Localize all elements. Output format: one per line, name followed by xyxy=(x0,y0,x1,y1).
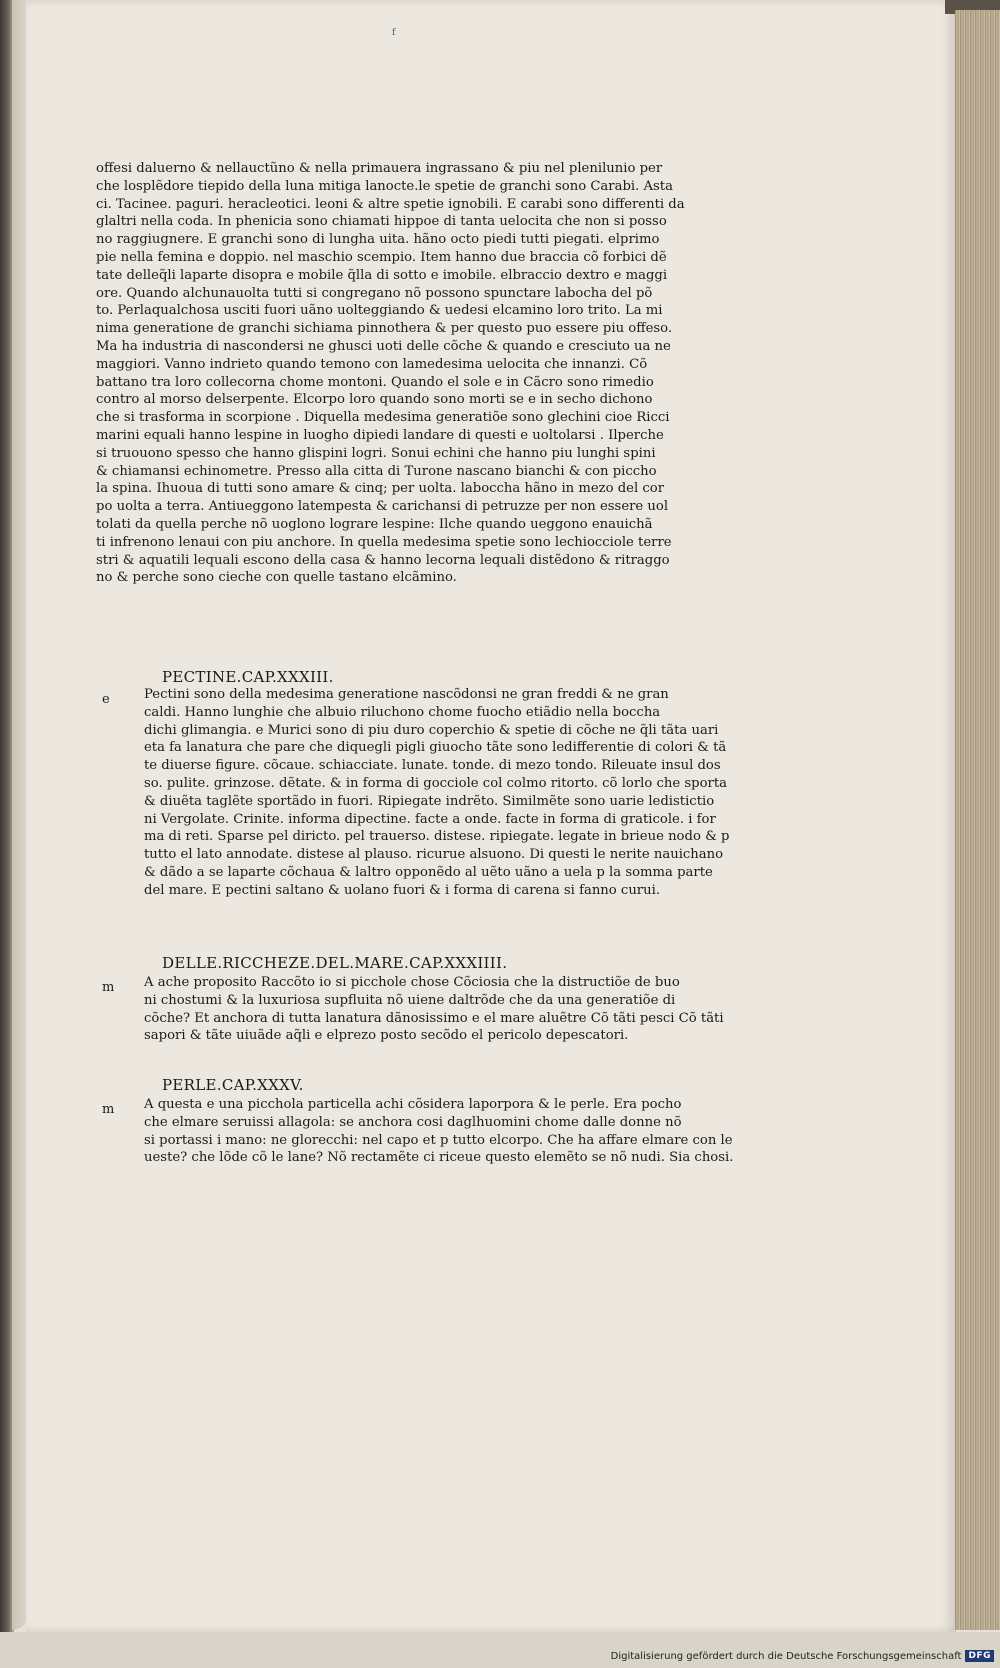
perle-text-line: si portassi i mano: ne glorecchi: nel capo et p tutto elcorpo. Che ha affare elmare con le xyxy=(144,1132,733,1148)
pectine-text-line: del mare. E pectini saltano & uolano fuori & i forma di carena si fanno curui. xyxy=(144,882,661,898)
digitization-credit xyxy=(611,1648,994,1664)
crabs-text-line: glaltri nella coda. In phenicia sono chiamati hippoe di tanta uelocita che non si posso xyxy=(96,214,667,230)
crabs-text-line: ti infrenono lenaui con piu anchore. In quella medesima spetie sono lechiocciole terre xyxy=(96,534,672,550)
pectine-text-line: dichi glimangia. e Murici sono di piu duro coperchio & spetie di cõche ne q̃li tãta uari xyxy=(144,722,719,738)
crabs-text-line: che losplẽdore tiepido della luna mitiga lanocte.le spetie de granchi sono Carabi. Asta xyxy=(96,178,673,194)
crabs-text-line: si truouono spesso che hanno glispini logri. Sonui echini che hanno piu lunghi spini xyxy=(96,445,656,461)
ricchezze-text-line: ni chostumi & la luxuriosa supfluita nõ uiene daltrõde che da una generatiõe di xyxy=(144,992,676,1008)
heading-pectine: PECTINE.CAP.XXXIII. xyxy=(162,668,334,686)
heading-ricchezze-del-mare: DELLE.RICCHEZE.DEL.MARE.CAP.XXXIIII. xyxy=(162,954,508,972)
crabs-text-line: contro al morso delserpente. Elcorpo loro quando sono morti se e in secho dichono xyxy=(96,392,653,408)
section-pectine-text xyxy=(144,686,744,900)
perle-text-line: che elmare seruissi allagola: se anchora cosi daglhuomini chome dalle donne nõ xyxy=(144,1114,682,1130)
crabs-text-line: ore. Quando alchunauolta tutti si congregano nõ possono spunctare labocha del põ xyxy=(96,285,653,301)
ricchezze-text-line: cõche? Et anchora di tutta lanatura dãnosissimo e el mare aluẽtre Cõ tãti pesci Cõ tãti xyxy=(144,1010,724,1026)
crabs-text-line: po uolta a terra. Antiueggono latempesta & carichansi di petruzze per non essere uol xyxy=(96,499,669,515)
dfg-logo: DFG xyxy=(965,1650,994,1662)
guide-letter-e: e xyxy=(102,692,110,707)
crabs-text-line: tate delleq̃li laparte disopra e mobile q̃lla di sotto e imobile. elbraccio dextro e maggi xyxy=(96,267,668,283)
perle-text-line: ueste? che lõde cõ le lane? Nõ rectamẽte ci riceue questo elemẽto se nõ nudi. Sia chosi. xyxy=(144,1150,734,1166)
pectine-text-line: Pectini sono della medesima generatione nascõdonsi ne gran freddi & ne gran xyxy=(144,687,669,702)
pectine-text-line: te diuerse figure. cõcaue. schiacciate. lunate. tonde. di mezo tondo. Rileuate insul dos xyxy=(144,758,721,774)
crabs-text-line: marini equali hanno lespine in luogho dipiedi landare di questi e uoltolarsi . Ilperche xyxy=(96,427,664,443)
pectine-text-line: tutto el lato annodate. distese al plauso. ricurue alsuono. Di questi le nerite nauichano xyxy=(144,847,724,863)
pectine-text-line: ma di reti. Sparse pel diricto. pel trauerso. distese. ripiegate. legate in brieue nodo & p xyxy=(144,829,730,845)
credit-text: Digitalisierung gefördert durch die Deutsche Forschungsgemeinschaft xyxy=(610,1650,962,1662)
crabs-text-line: che si trasforma in scorpione . Diquella medesima generatiõe sono glechini cioe Ricci xyxy=(96,410,670,426)
crabs-text-line: no raggiugnere. E granchi sono di lungha uita. hãno octo piedi tutti piegati. elprimo xyxy=(96,232,660,248)
heading-perle: PERLE.CAP.XXXV. xyxy=(162,1076,304,1094)
section-perle-text xyxy=(144,1096,744,1167)
pectine-text-line: ni Vergolate. Crinite. informa dipectine. facte a onde. facte in forma di graticole. i for xyxy=(144,811,716,827)
perle-text-line: A questa e una picchola particella achi cõsidera laporpora & le perle. Era pocho xyxy=(144,1097,682,1112)
guide-letter-m-2: m xyxy=(102,1102,115,1117)
crabs-text-line: & chiamansi echinometre. Presso alla citta di Turone nascano bianchi & con piccho xyxy=(96,463,657,479)
crabs-text-line: ci. Tacinee. paguri. heracleotici. leoni & altre spetie ignobili. E carabi sono differenti da xyxy=(96,196,685,212)
pectine-text-line: so. pulite. grinzose. dẽtate. & in forma di gocciole col colmo ritorto. cõ lorlo che sporta xyxy=(144,775,727,791)
crabs-text-line: tolati da quella perche nõ uoglono lograre lespine: Ilche quando ueggono enauichã xyxy=(96,516,653,532)
ricchezze-text-line: sapori & tãte uiuãde aq̃li e elprezo posto secõdo el pericolo depescatori. xyxy=(144,1028,629,1044)
crabs-text-line: maggiori. Vanno indrieto quando temono con lamedesima uelocita che innanzi. Cõ xyxy=(96,356,648,372)
book-page xyxy=(26,0,956,1632)
crabs-text-line: stri & aquatili lequali escono della casa & hanno lecorna lequali distẽdono & ritraggo xyxy=(96,552,670,568)
page-marker: f xyxy=(392,28,396,38)
pectine-text-line: & diuẽta taglẽte sportãdo in fuori. Ripiegate indrẽto. Similmẽte sono uarie ledistictio xyxy=(144,793,715,809)
crabs-text-line: to. Perlaqualchosa usciti fuori uãno uolteggiando & uedesi elcamino loro trito. La mi xyxy=(96,303,663,319)
pectine-text-line: eta fa lanatura che pare che diquegli pigli giuocho tãte sono ledifferentie di colori & tã xyxy=(144,740,727,756)
crabs-text-line: pie nella femina e doppio. nel maschio scempio. Item hanno due braccia cõ forbici dẽ xyxy=(96,249,667,265)
pectine-text-line: caldi. Hanno lunghie che albuio riluchono chome fuocho etiãdio nella boccha xyxy=(144,704,661,720)
guide-letter-m-1: m xyxy=(102,980,115,995)
crabs-text-line: la spina. Ihuoua di tutti sono amare & cinq; per uolta. laboccha hãno in mezo del cor xyxy=(96,481,665,497)
crabs-text-line: no & perche sono cieche con quelle tastano elcãmino. xyxy=(96,570,457,586)
pectine-text-line: & dãdo a se laparte cõchaua & laltro opponẽdo al uẽto uãno a uela p la somma parte xyxy=(144,864,713,880)
ricchezze-text-line: A ache proposito Raccõto io si picchole chose Cõciosia che la distructiõe de buo xyxy=(144,975,680,990)
crabs-text-line: offesi daluerno & nellauctũno & nella primauera ingrassano & piu nel plenilunio per xyxy=(96,161,663,176)
crabs-text-line: battano tra loro collecorna chome montoni. Quando el sole e in Cãcro sono rimedio xyxy=(96,374,654,390)
section-crabs-text xyxy=(96,160,716,587)
section-ricchezze-text xyxy=(144,974,744,1045)
crabs-text-line: nima generatione de granchi sichiama pinnothera & per questo puo essere piu offeso. xyxy=(96,321,673,337)
crabs-text-line: Ma ha industria di nascondersi ne ghusci uoti delle cõche & quando e cresciuto ua ne xyxy=(96,338,671,354)
page-stack-edge xyxy=(955,10,1000,1630)
